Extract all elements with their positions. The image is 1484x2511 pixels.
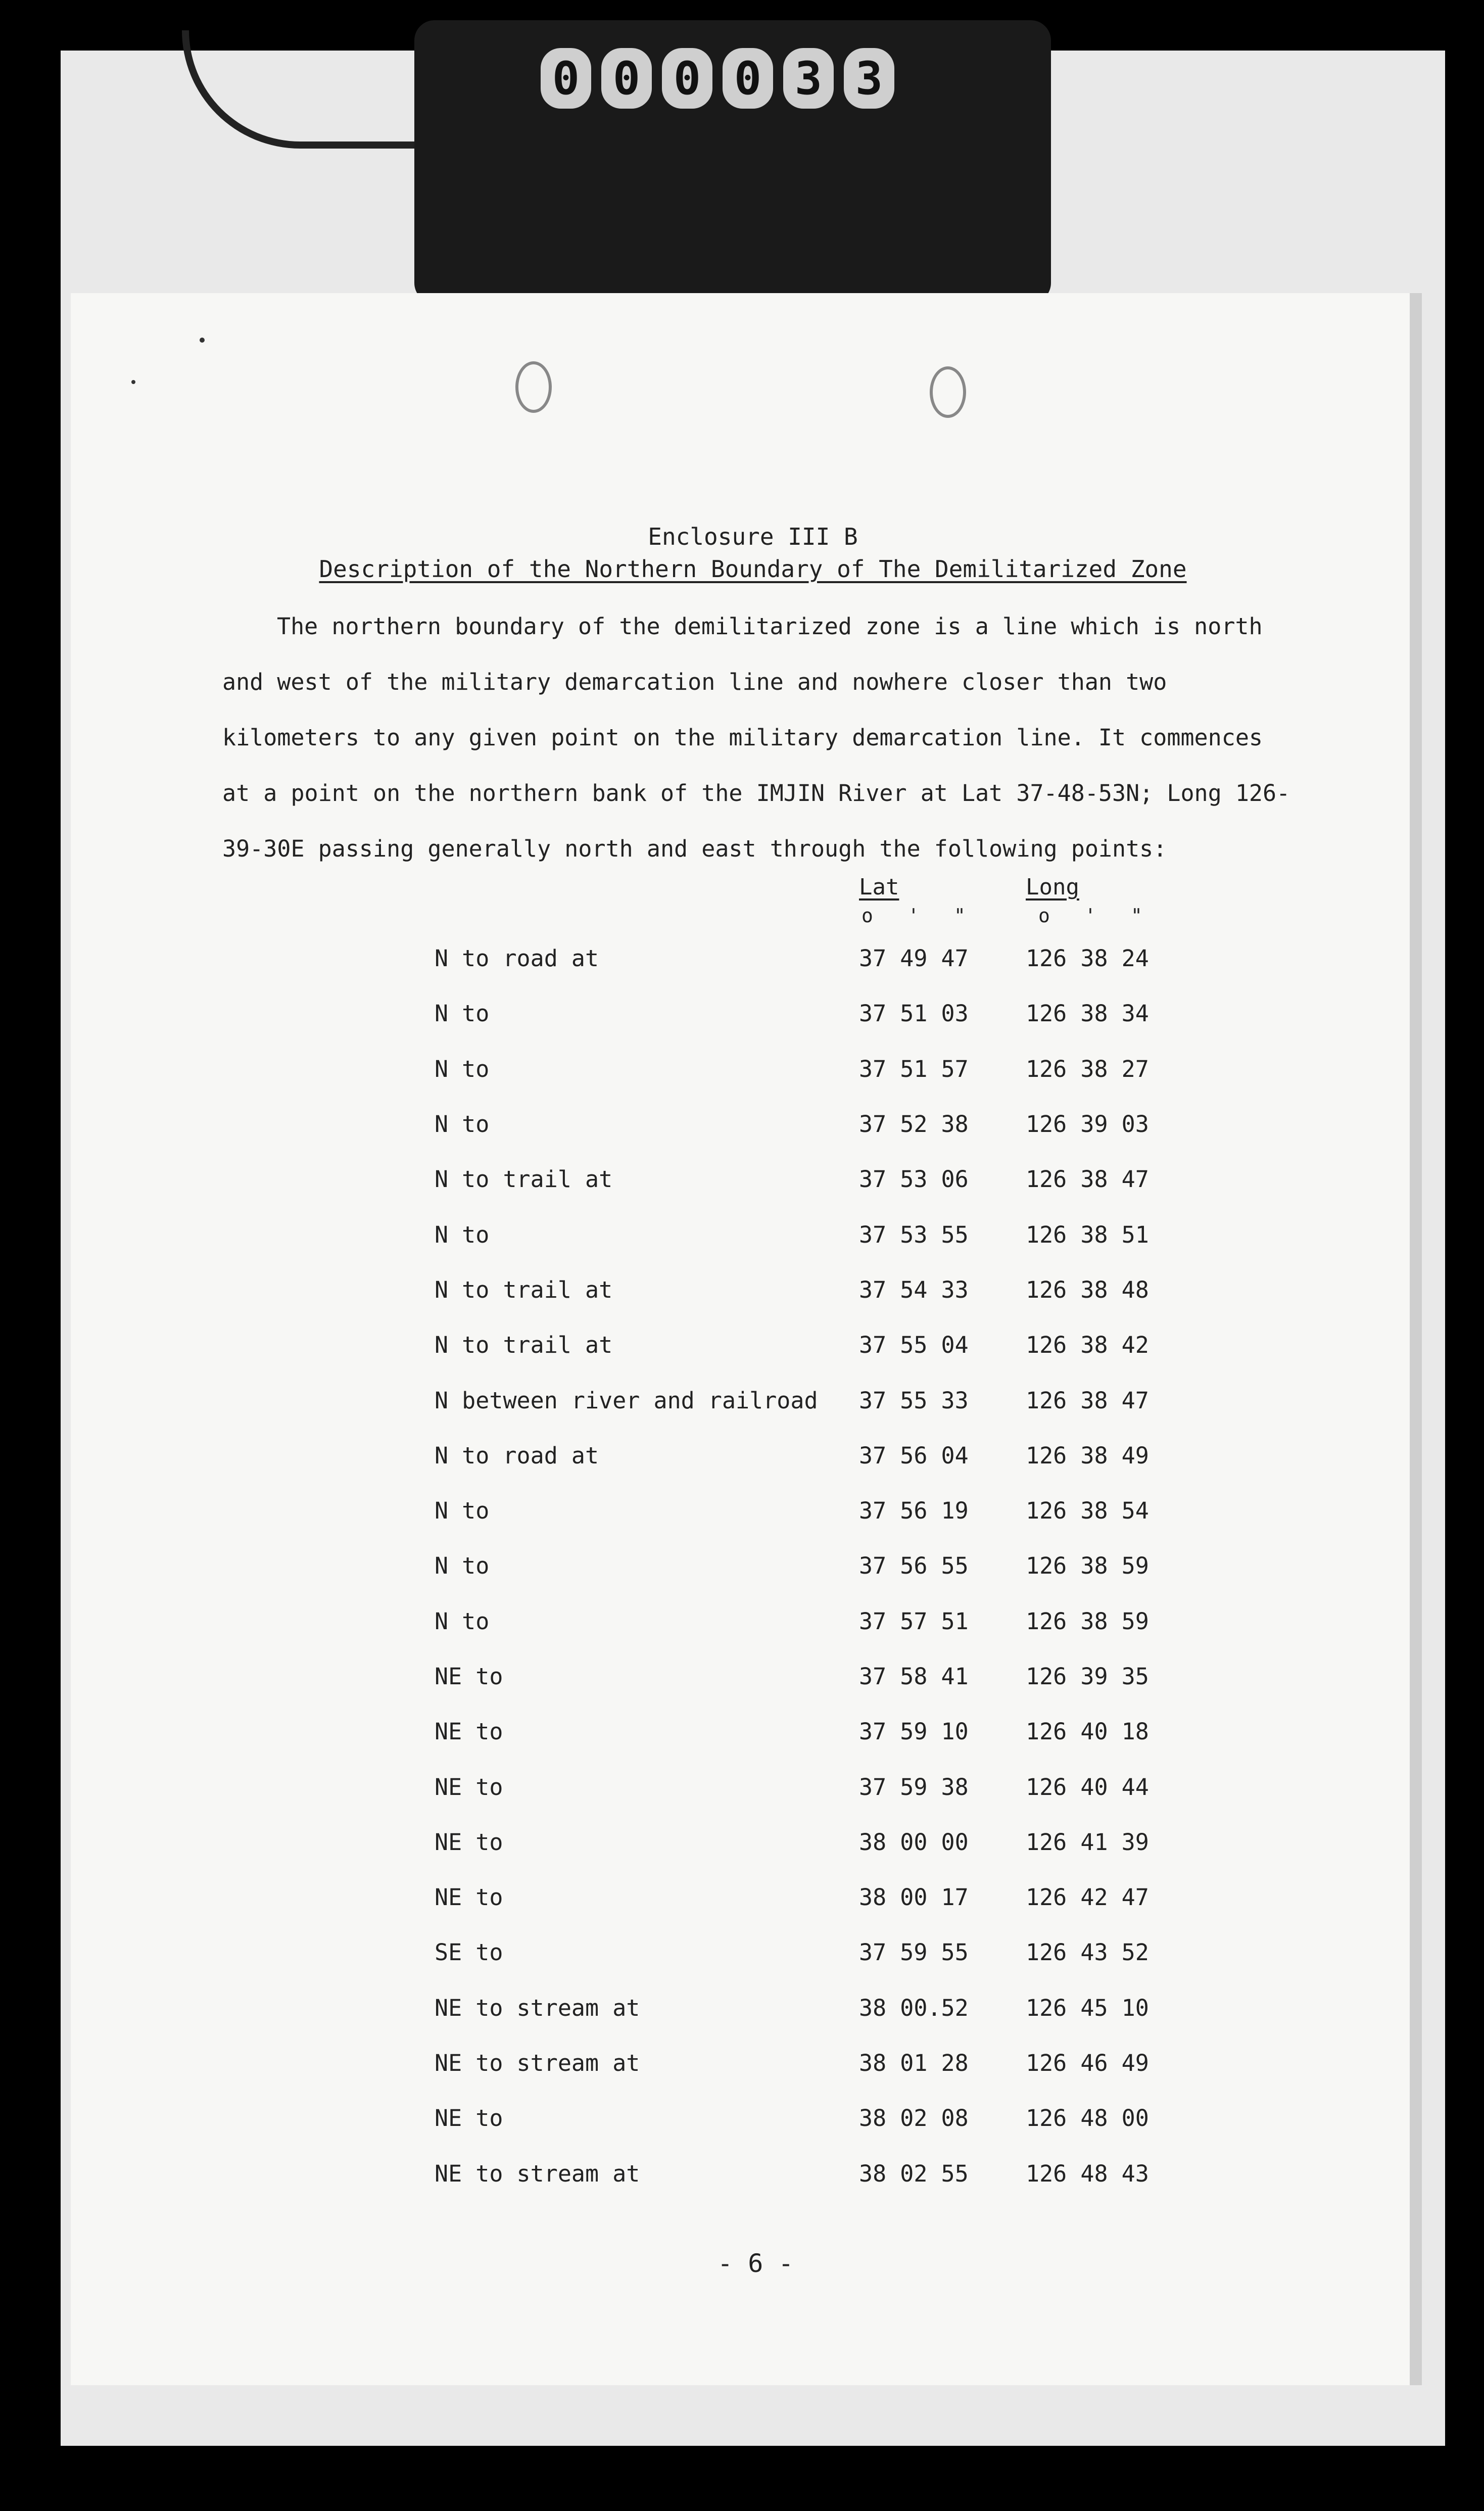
row-latitude: 37 56 04 (859, 1442, 969, 1469)
counter-digit: 0 (662, 48, 712, 109)
table-row (435, 1041, 1213, 1097)
row-latitude: 37 55 04 (859, 1332, 969, 1359)
table-row (435, 1483, 1213, 1538)
row-latitude: 37 51 57 (859, 1055, 969, 1082)
row-latitude: 37 54 33 (859, 1276, 969, 1303)
table-row (435, 2091, 1213, 2146)
long-units: o ' " (1038, 905, 1142, 927)
punch-hole-right (930, 366, 966, 418)
table-row (435, 1372, 1213, 1428)
table-row (435, 1704, 1213, 1759)
table-row (435, 1262, 1213, 1317)
row-description: N to trail at (435, 1166, 613, 1193)
lat-header: Lat (859, 874, 899, 900)
row-description: N to road at (435, 1442, 599, 1469)
row-latitude: 37 57 51 (859, 1607, 969, 1635)
table-row (435, 986, 1213, 1041)
row-description: NE to (435, 2105, 503, 2132)
row-description: NE to (435, 1773, 503, 1801)
row-longitude: 126 42 47 (1026, 1884, 1149, 1911)
row-latitude: 37 55 33 (859, 1387, 969, 1414)
row-description: N to road at (435, 945, 599, 972)
row-latitude: 38 00.52 (859, 1994, 969, 2021)
row-description: N between river and railroad (435, 1387, 818, 1414)
row-description: N to (435, 1000, 490, 1027)
punch-hole-left (515, 361, 552, 413)
row-description: NE to stream at (435, 2160, 640, 2187)
enclosure-title: Enclosure III B (648, 523, 858, 550)
row-latitude: 37 49 47 (859, 945, 969, 972)
document-subtitle: Description of the Northern Boundary of The Demilitarized Zone (319, 555, 1187, 583)
table-row (435, 1759, 1213, 1814)
table-row (435, 1815, 1213, 1870)
row-longitude: 126 40 44 (1026, 1773, 1149, 1801)
table-row (435, 1980, 1213, 2035)
row-latitude: 38 02 08 (859, 2105, 969, 2132)
row-description: N to (435, 1055, 490, 1082)
table-row (435, 1097, 1213, 1152)
coordinate-rows (435, 931, 1213, 2201)
row-description: N to trail at (435, 1332, 613, 1359)
lat-units: o ' " (861, 905, 966, 927)
row-longitude: 126 38 48 (1026, 1276, 1149, 1303)
scan-speck (200, 338, 205, 343)
row-description: N to (435, 1552, 490, 1580)
table-row (435, 1538, 1213, 1593)
row-description: N to (435, 1607, 490, 1635)
row-latitude: 38 00 17 (859, 1884, 969, 1911)
row-longitude: 126 38 59 (1026, 1607, 1149, 1635)
row-longitude: 126 38 24 (1026, 945, 1149, 972)
row-description: NE to stream at (435, 1994, 640, 2021)
row-description: NE to (435, 1884, 503, 1911)
row-description: N to (435, 1221, 490, 1248)
row-description: NE to (435, 1828, 503, 1856)
table-row (435, 931, 1213, 986)
row-latitude: 37 53 55 (859, 1221, 969, 1248)
row-longitude: 126 38 49 (1026, 1442, 1149, 1469)
intro-paragraph: The northern boundary of the demilitarized zone is a line which is north and west of the military demarcation line and nowhere closer than two kilometers to any given point on the military demarcation line. It commences at a point on the northern bank of the IMJIN River at Lat 37-48-53N; Long 126-39-30E passing generally north and east through the following points: (222, 613, 1290, 862)
row-longitude: 126 43 52 (1026, 1939, 1149, 1966)
row-longitude: 126 41 39 (1026, 1828, 1149, 1856)
table-row (435, 1594, 1213, 1649)
counter-digit: 3 (783, 48, 834, 109)
row-longitude: 126 39 35 (1026, 1663, 1149, 1690)
long-header: Long (1026, 874, 1079, 900)
row-description: N to trail at (435, 1276, 613, 1303)
row-longitude: 126 38 47 (1026, 1166, 1149, 1193)
row-latitude: 37 59 38 (859, 1773, 969, 1801)
counter-digit: 0 (601, 48, 652, 109)
table-row (435, 1870, 1213, 1925)
row-latitude: 37 52 38 (859, 1111, 969, 1138)
row-description: N to (435, 1497, 490, 1525)
table-row (435, 1649, 1213, 1704)
page-number: - 6 - (717, 2249, 794, 2278)
row-latitude: 37 56 19 (859, 1497, 969, 1525)
table-row (435, 2035, 1213, 2091)
row-latitude: 37 51 03 (859, 1000, 969, 1027)
row-longitude: 126 39 03 (1026, 1111, 1149, 1138)
document-heading (222, 520, 1283, 585)
row-longitude: 126 46 49 (1026, 2050, 1149, 2077)
frame-counter (541, 45, 925, 111)
counter-digit: 0 (723, 48, 773, 109)
row-longitude: 126 38 27 (1026, 1055, 1149, 1082)
table-row (435, 1428, 1213, 1483)
row-longitude: 126 38 34 (1026, 1000, 1149, 1027)
row-latitude: 38 00 00 (859, 1828, 969, 1856)
table-row (435, 2146, 1213, 2201)
row-longitude: 126 38 42 (1026, 1332, 1149, 1359)
row-longitude: 126 38 47 (1026, 1387, 1149, 1414)
table-row (435, 1925, 1213, 1980)
row-longitude: 126 48 43 (1026, 2160, 1149, 2187)
row-latitude: 37 53 06 (859, 1166, 969, 1193)
row-description: NE to (435, 1718, 503, 1745)
row-longitude: 126 48 00 (1026, 2105, 1149, 2132)
row-latitude: 37 58 41 (859, 1663, 969, 1690)
row-description: NE to (435, 1663, 503, 1690)
scan-speck (131, 380, 135, 384)
row-longitude: 126 45 10 (1026, 1994, 1149, 2021)
counter-digit: 3 (844, 48, 894, 109)
row-longitude: 126 38 51 (1026, 1221, 1149, 1248)
row-latitude: 37 59 55 (859, 1939, 969, 1966)
intro-paragraph-block (222, 599, 1304, 877)
table-row (435, 1207, 1213, 1262)
row-description: NE to stream at (435, 2050, 640, 2077)
row-longitude: 126 38 54 (1026, 1497, 1149, 1525)
row-longitude: 126 38 59 (1026, 1552, 1149, 1580)
table-row (435, 1317, 1213, 1372)
page-edge (1410, 293, 1422, 2385)
row-latitude: 38 02 55 (859, 2160, 969, 2187)
counter-digit: 0 (541, 48, 591, 109)
row-longitude: 126 40 18 (1026, 1718, 1149, 1745)
row-latitude: 37 59 10 (859, 1718, 969, 1745)
row-latitude: 37 56 55 (859, 1552, 969, 1580)
row-description: SE to (435, 1939, 503, 1966)
row-latitude: 38 01 28 (859, 2050, 969, 2077)
table-row (435, 1152, 1213, 1207)
row-description: N to (435, 1111, 490, 1138)
